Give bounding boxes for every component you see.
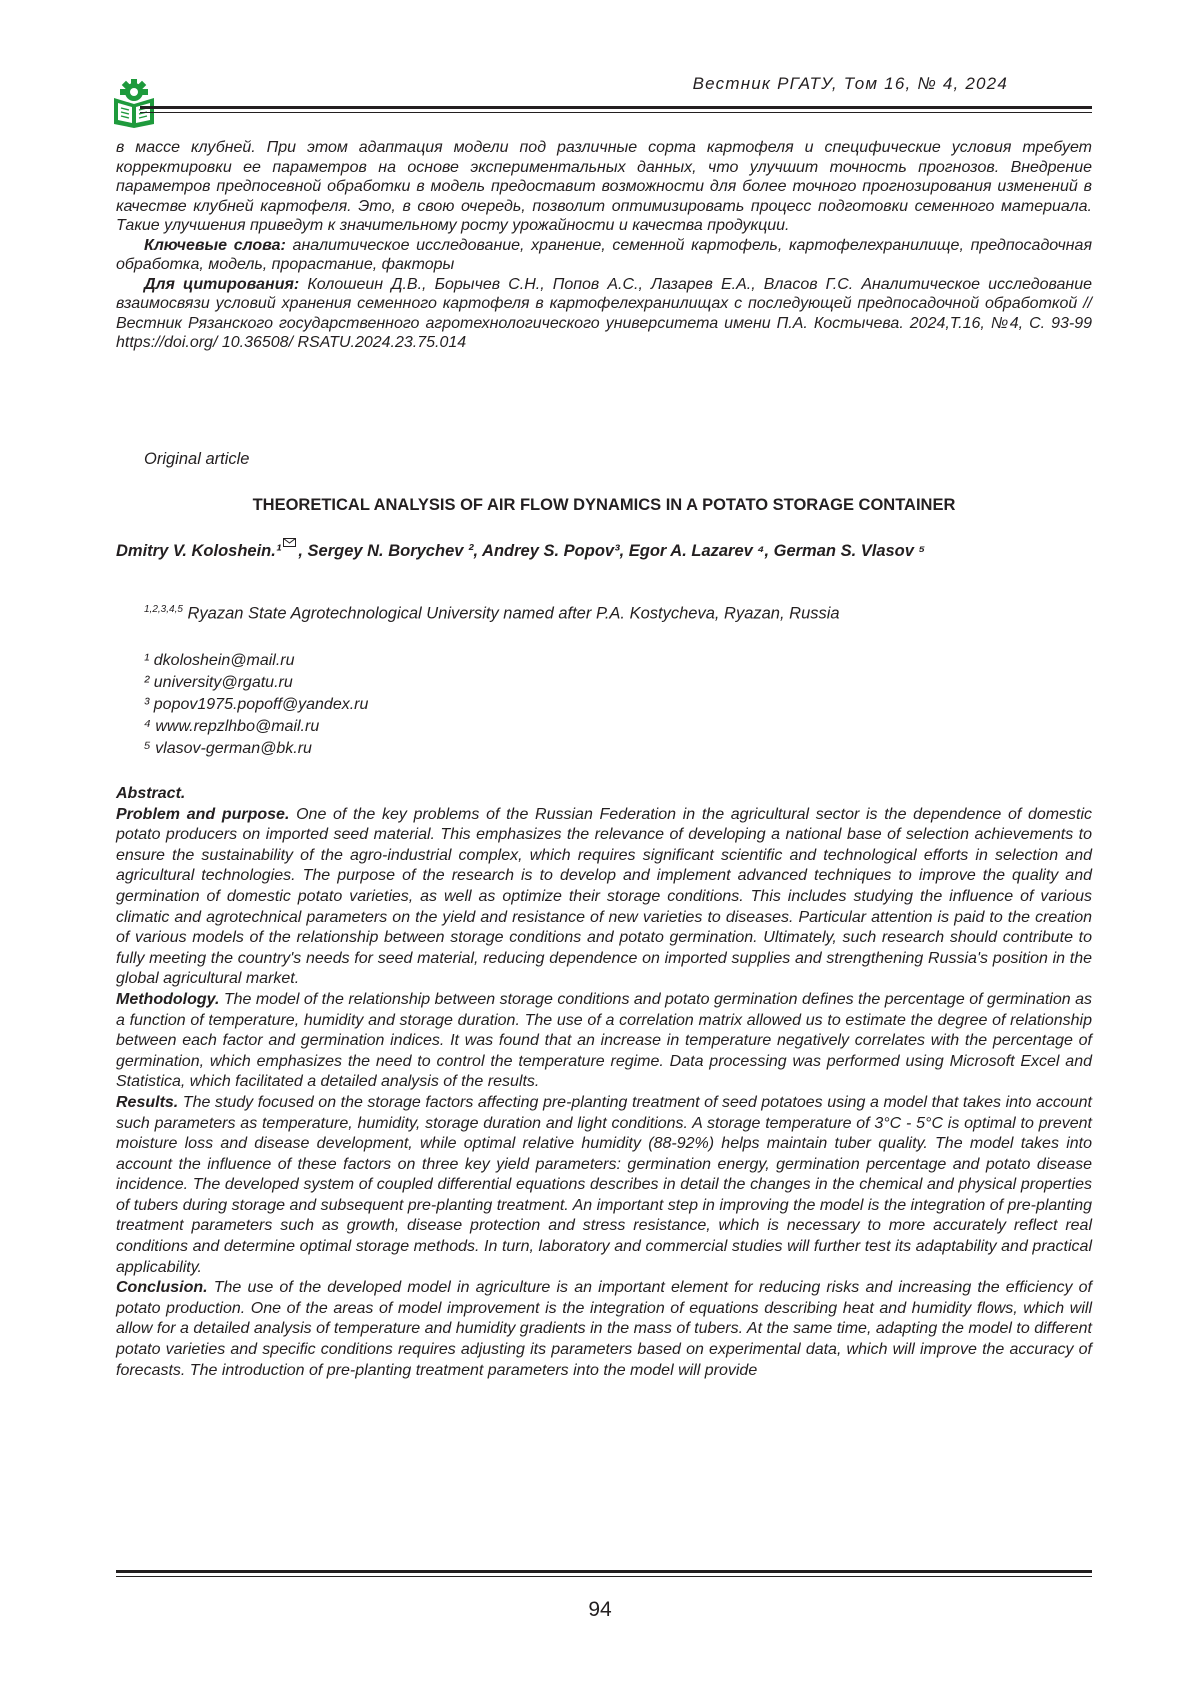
methodology-text: The model of the relationship between storage conditions and potato germination defines the percentage of germination as a function of temperature, humidity and storage duration. The use of a correlation matrix allowed us to estimate the degree of relationship between each factor and germination indices. It was found that an increase in temperature negatively correlates with the percentage of germination, which emphasizes the need to control the temperature regime. Data processing was performed using Microsoft Excel and Statistica, which facilitated a detailed analysis of the results.: [116, 990, 1092, 1091]
header-rule-thin: [140, 112, 1092, 113]
keywords-text: аналитическое исследование, хранение, семенной картофель, картофелехранилище, предпосадочная обработка, модель, прорастание, факторы: [116, 236, 1093, 273]
footer-rule-thick: [116, 1570, 1092, 1573]
results-label: Results.: [116, 1093, 179, 1111]
article-type: Original article: [144, 450, 250, 468]
conclusion-text: The use of the developed model in agriculture is an important element for reducing risks and increasing the efficiency of potato production. One of the areas of model improvement is the integration of equations describing heat and humidity flows, which will allow for a detailed analysis of temperature and humidity gradients in the mass of tubers. At the same time, adapting the model to different potato varieties and specific conditions requires adjusting its parameters based on experimental data, which will improve the accuracy of forecasts. The introduction of pre-planting treatment parameters into the model will provide: [116, 1279, 1092, 1379]
envelope-icon: [283, 538, 296, 547]
abstract-heading: Abstract.: [116, 785, 186, 802]
citation-label: Для цитирования:: [144, 275, 300, 293]
page-number: 94: [588, 1598, 612, 1621]
abstract-results: [116, 1093, 1092, 1278]
affiliation-text: Ryazan State Agrotechnological University named after P.A. Kostycheva, Ryazan, Russia: [182, 604, 840, 623]
authors-rest: , Sergey N. Borychev ², Andrey S. Popov³, Egor A. Lazarev ⁴, German S. Vlasov ⁵: [298, 542, 926, 560]
affiliation: [144, 604, 840, 624]
authors: [116, 538, 1092, 562]
email-item[interactable]: ¹ dkoloshein@mail.ru: [144, 652, 295, 669]
problem-label: Problem and purpose.: [116, 805, 290, 823]
methodology-label: Methodology.: [116, 990, 220, 1008]
results-text: The study focused on the storage factors affecting pre-planting treatment of seed potatoes using a model that takes into account such parameters as temperature, humidity, storage duration and light conditions. A storage temperature of 3°C - 5°C is optimal to prevent moisture loss and disease development, while optimal relative humidity (88-92%) helps maintain tuber quality. The model takes into account the influence of these factors on three key yield parameters: germination energy, germination percentage and potato disease incidence. The developed system of coupled differential equations describes in detail the changes in the chemical and physical properties of tubers during storage and subsequent pre-planting treatment. An important step in improving the model is the integration of pre-planting treatment parameters such as growth, disease protection and stress resistance, which is necessary to more accurately reflect real conditions and determine optimal storage methods. In turn, laboratory and commercial studies will further test its adaptability and practical applicability.: [116, 1093, 1092, 1276]
conclusion-label: Conclusion.: [116, 1279, 208, 1297]
abstract-conclusion: [116, 1278, 1092, 1381]
abstract-problem: [116, 805, 1092, 990]
russian-citation: [116, 275, 1092, 353]
abstract-methodology: [116, 990, 1092, 1093]
russian-keywords: [116, 236, 1092, 275]
russian-abstract-text: в массе клубней. При этом адаптация модели под различные сорта картофеля и специфические условия требует корректировки ее параметров на основе экспериментальных данных, что улучшит точность прогнозов. Внедрение параметров предпосевной обработки в модель предоставит возможности для более точного прогнозирования изменений в качестве клубней картофеля. Это, в свою очередь, позволит оптимизировать процесс подготовки семенного материала. Такие улучшения приведут к значительному росту урожайности и качества продукции.: [116, 139, 1092, 234]
russian-abstract-continuation: [116, 138, 1092, 353]
keywords-label: Ключевые слова:: [144, 236, 286, 254]
citation-text: Колошеин Д.В., Борычев С.Н., Попов А.С., Лазарев Е.А., Власов Г.С. Аналитическое исследование взаимосвязи условий хранения семенного картофеля в картофелехранилищах с последующей предпосадочной обработкой // Вестник Рязанского государственного агротехнологического университета имени П.А. Костычева. 2024,Т.16, №4, С. 93-99 https://doi.org/ 10.36508/ RSATU.2024.23.75.014: [116, 275, 1093, 351]
author-first: Dmitry V. Koloshein.¹: [116, 542, 282, 560]
emails-list: [144, 650, 368, 760]
email-item[interactable]: ⁴ www.repzlhbo@mail.ru: [144, 718, 320, 735]
article-title: THEORETICAL ANALYSIS OF AIR FLOW DYNAMICS IN A POTATO STORAGE CONTAINER: [252, 496, 956, 514]
book-gear-logo-icon: [110, 78, 158, 128]
email-item[interactable]: ² university@rgatu.ru: [144, 674, 293, 691]
journal-header: Вестник РГАТУ, Том 16, № 4, 2024: [692, 74, 1008, 93]
problem-text: One of the key problems of the Russian Federation in the agricultural sector is the dependence of domestic potato producers on imported seed material. This emphasizes the relevance of developing a national base of selection achievements to ensure the sustainability of the agro-industrial complex, which requires significant scientific and technological efforts in selection and agricultural technologies. The purpose of the research is to develop and implement advanced techniques to improve the quality and germination of domestic potato varieties, as well as optimize their storage conditions. This includes studying the influence of various climatic and agrotechnical parameters on the yield and resistance of new varieties to diseases. Particular attention is paid to the creation of various models of the relationship between storage conditions and potato germination. Ultimately, such research should contribute to fully meeting the country's needs for seed material, reducing dependence on imported supplies and strengthening Russia's position in the global agricultural market.: [116, 805, 1092, 988]
footer-rule-thin: [116, 1576, 1092, 1577]
affiliation-sup: 1,2,3,4,5: [144, 604, 183, 615]
email-item[interactable]: ³ popov1975.popoff@yandex.ru: [144, 696, 369, 713]
header-rule-thick: [140, 106, 1092, 109]
email-item[interactable]: ⁵ vlasov-german@bk.ru: [144, 740, 312, 757]
abstract: [116, 784, 1092, 1381]
